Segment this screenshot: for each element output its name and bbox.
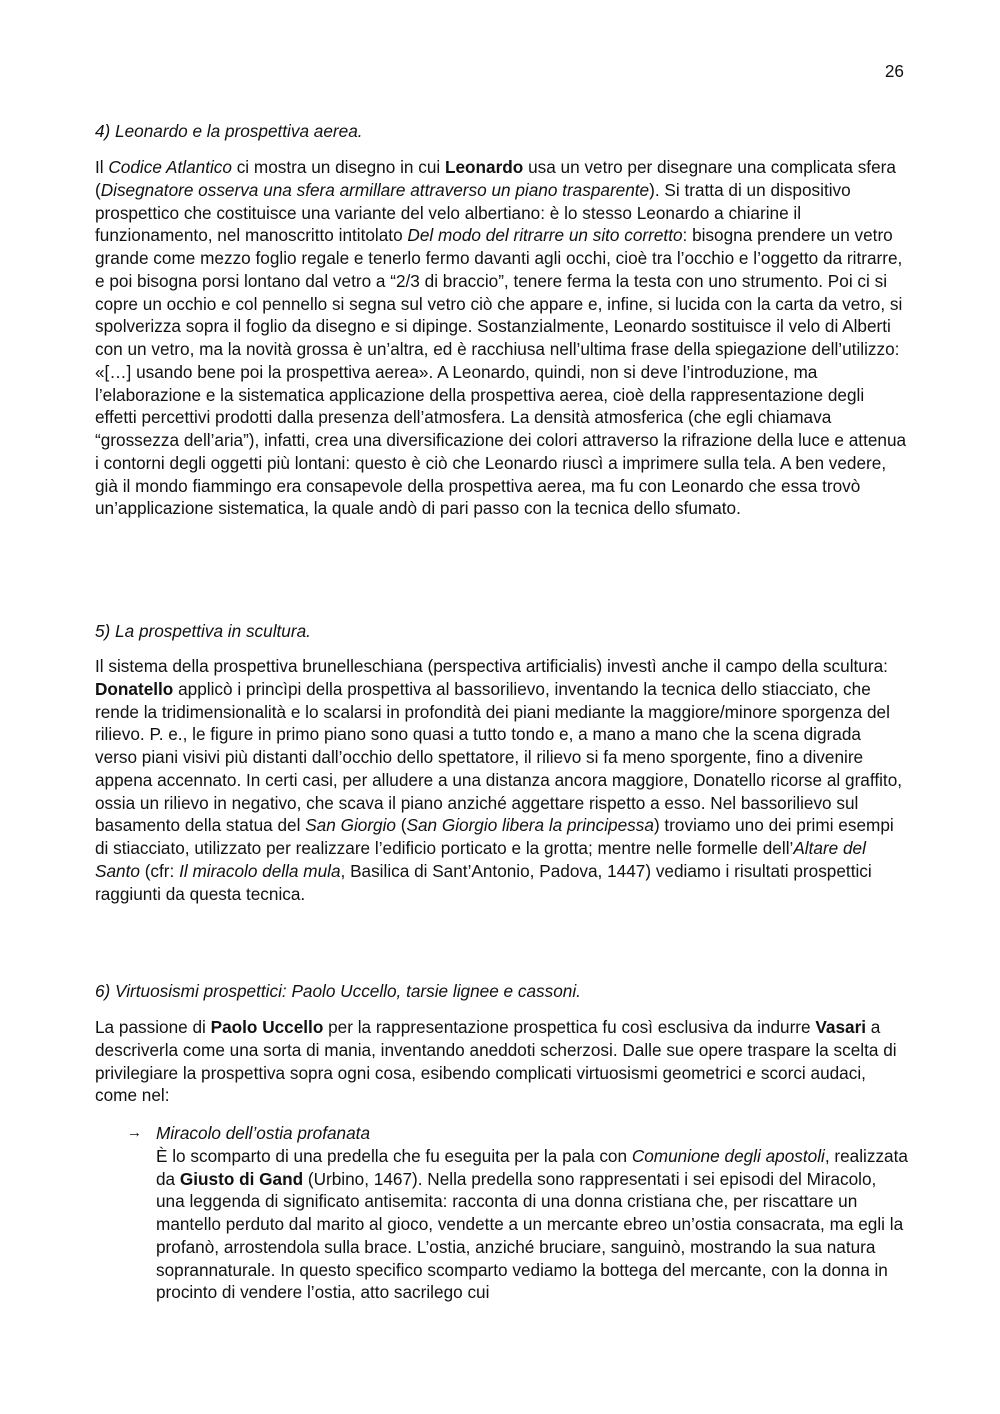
text-run: Il bbox=[95, 157, 109, 177]
text-run: usa un vetro per disegnare una complicata sfera ( bbox=[95, 157, 896, 200]
artist-name: Giusto di Gand bbox=[179, 1168, 304, 1189]
work-title: Altare del Santo bbox=[95, 838, 866, 881]
work-title: San Giorgio bbox=[305, 815, 396, 836]
text-run: a descriverla come una sorta di mania, inventando aneddoti scherzosi. Dalle sue opere traspare la scelta di privilegiare la prospettiva sopra ogni cosa, esibendo complicati virtuosismi geometrici e scorci audaci, come nel: bbox=[95, 1017, 897, 1106]
work-title: Comunione degli apostoli bbox=[631, 1145, 825, 1166]
text-run: (Urbino, 1467). Nella predella sono rappresentati i sei episodi del Miracolo, una leggenda di significato antisemita: racconta di una donna cristiana che, per riscattare un mantello perduto dal marito al gioco, vendette a un mercante ebreo un’ostia consacrata, ma egli la profanò, arrostendola sulla brace. L’ostia, anziché bruciare, sanguinò, mostrando la sua natura soprannaturale. In questo specifico scomparto vediamo la bottega del mercante, con la donna in procinto di vendere l’ostia, atto sacrilego cui bbox=[156, 1168, 904, 1303]
bullet-item bbox=[156, 1122, 908, 1304]
text-run: : bisogna prendere un vetro grande come mezzo foglio regale e tenerlo fermo davanti agli occhi, cioè tra l’occhio e l’oggetto da ritrarre, e poi bisogna porsi lontano dal vetro a “2/3 di braccio”, tenere ferma la testa con uno strumento. Poi ci si copre un occhio e col pennello si segna sul vetro ciò che appare e, infine, si lucida con la carta da vetro, si spolverizza sopra il foglio da disegno e si dipinge. Sostanzialmente, Leonardo sostituisce il velo di Alberti con un vetro, ma la novità grossa è un’altra, ed è racchiusa nell’ultima frase della spiegazione dell’utilizzo: «[…] usando bene poi la prospettiva aerea». A Leonardo, quindi, non si deve l’introduzione, ma l’elaborazione e la sistematica applicazione della prospettiva aerea, cioè della rappresentazione degli effetti percettivi prodotti dalla presenza dell’atmosfera. La densità atmosferica (che egli chiamava “grossezza dell’aria”), infatti, crea una diversificazione dei colori attraverso la rifrazione della luce e attenua i contorni degli oggetti più lontani: questo è ciò che Leonardo riuscì a imprimere sulla tela. A ben vedere, già il mondo fiammingo era consapevole della prospettiva aerea, ma fu con Leonardo che essa trovò un’applicazione sistematica, la quale andò di pari passo con la tecnica dello sfumato. bbox=[95, 225, 907, 519]
text-run: ) troviamo uno dei primi esempi di stiacciato, utilizzato per realizzare l’edificio porticato e la grotta; mentre nelle formelle dell’ bbox=[95, 815, 894, 858]
section-5-paragraph bbox=[95, 655, 907, 905]
work-title: Il miracolo della mula bbox=[179, 860, 341, 881]
work-title: Del modo del ritrarre un sito corretto bbox=[407, 225, 683, 246]
artist-name: Donatello bbox=[95, 678, 174, 699]
text-run: ). Si tratta di un dispositivo prospettico che costituisce una variante del velo albertiano: è lo stesso Leonardo a chiarine il funzionamento, nel manoscritto intitolato bbox=[95, 179, 851, 246]
text-run: per la rappresentazione prospettica fu così esclusiva da indurre bbox=[323, 1017, 816, 1037]
work-title: Codice Atlantico bbox=[108, 157, 232, 177]
section-4-heading: 4) Leonardo e la prospettiva aerea. bbox=[95, 121, 363, 141]
text-run: ci mostra un disegno in cui bbox=[231, 157, 445, 177]
artist-name: Leonardo bbox=[444, 157, 524, 177]
text-run: , Basilica di Sant’Antonio, Padova, 1447) vediamo i risultati prospettici raggiunti da questa tecnica. bbox=[95, 860, 872, 904]
text-run: ( bbox=[395, 815, 407, 836]
arrow-bullet-icon: → bbox=[127, 1124, 142, 1141]
text-run: La passione di bbox=[95, 1017, 211, 1037]
page-number: 26 bbox=[884, 61, 904, 81]
text-run: , realizzata da bbox=[156, 1145, 908, 1189]
section-4-paragraph bbox=[95, 156, 907, 520]
work-title: San Giorgio libera la principessa bbox=[406, 815, 654, 836]
text-run: (cfr: bbox=[139, 860, 180, 881]
section-5-heading: 5) La prospettiva in scultura. bbox=[95, 621, 311, 641]
bullet-body bbox=[156, 1145, 908, 1304]
section-6-paragraph bbox=[95, 1016, 907, 1107]
text-run: applicò i princìpi della prospettiva al bassorilievo, inventando la tecnica dello stiacciato, che rende la tridimensionalità e lo scalarsi in profondità dei piani mediante la maggiore/minore sporgenza del rilievo. P. e., le figure in primo piano sono quasi a tutto tondo e, a mano a mano che la scena digrada verso piani visivi più distanti dall’occhio dello spettatore, il rilievo si fa meno sporgente, fino a divenire appena accennato. In certi casi, per alludere a una distanza ancora maggiore, Donatello ricorse al graffito, ossia un rilievo in negativo, che scava il piano anziché aggettare rispetto a esso. Nel bassorilievo sul basamento della statua del bbox=[95, 678, 903, 836]
text-run: È lo scomparto di una predella che fu eseguita per la pala con bbox=[156, 1145, 632, 1166]
bullet-title: Miracolo dell’ostia profanata bbox=[156, 1123, 371, 1143]
section-6-heading: 6) Virtuosismi prospettici: Paolo Uccello, tarsie lignee e cassoni. bbox=[95, 981, 581, 1001]
text-run: Il sistema della prospettiva brunelleschiana (perspectiva artificialis) investì anche il campo della scultura: bbox=[95, 656, 888, 676]
artist-name: Paolo Uccello bbox=[210, 1017, 324, 1037]
work-title: Disegnatore osserva una sfera armillare attraverso un piano trasparente bbox=[100, 179, 650, 200]
author-name: Vasari bbox=[815, 1017, 867, 1037]
